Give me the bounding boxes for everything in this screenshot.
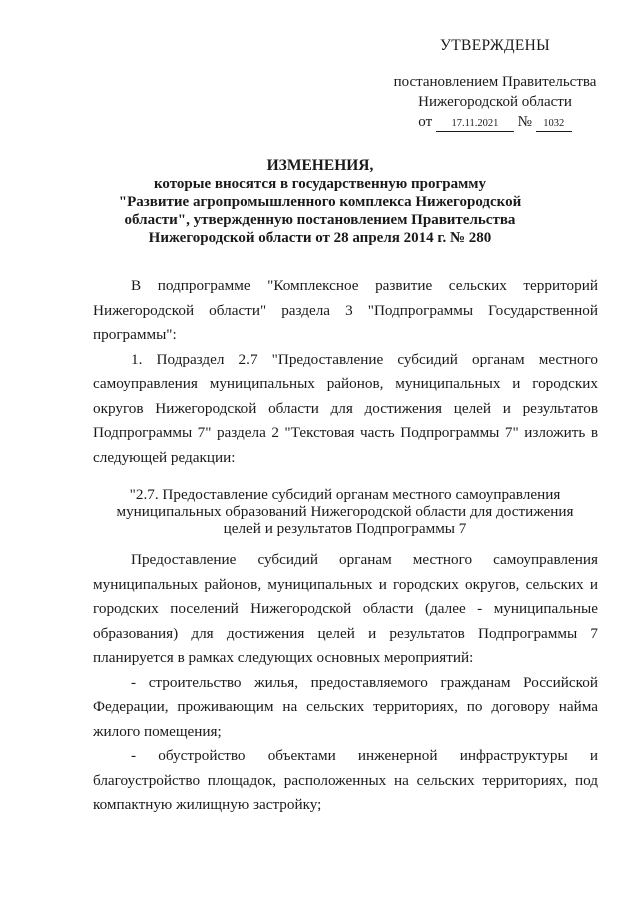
intro-text (93, 274, 598, 470)
approval-heading: УТВЕРЖДЕНЫ (440, 37, 550, 54)
approval-line-2: Нижегородской области (418, 94, 572, 110)
subheading-line-3: целей и результатов Подпрограммы 7 (223, 520, 467, 537)
bullet-item-2: - обустройство объектами инженерной инфраструктуры и благоустройство площадок, расположенных на сельских территориях, под компактную жилищную застройку; (93, 747, 598, 813)
title-line-4: Нижегородской области от 28 апреля 2014 г. № 280 (148, 230, 492, 246)
title-main: ИЗМЕНЕНИЯ, (266, 157, 374, 174)
bullet-item-1: - строительство жилья, предоставляемого гражданам Российской Федерации, проживающим на сельских территориях, по договору найма жилого помещения; (93, 673, 598, 740)
approval-number: 1032 (536, 117, 572, 132)
title-line-1: которые вносятся в государственную программу (153, 176, 487, 192)
document-title (60, 157, 580, 247)
paragraph-1: В подпрограмме "Комплексное развитие сельских территорий Нижегородской области" раздела 3 "Подпрограммы Государственной программы": (93, 277, 598, 343)
subheading-line-2: муниципальных образований Нижегородской области для достижения (116, 503, 574, 520)
section-text (93, 548, 598, 818)
approval-date: 17.11.2021 (436, 117, 514, 132)
title-line-2: "Развитие агропромышленного комплекса Нижегородской (118, 194, 522, 210)
approval-block (330, 36, 620, 132)
title-line-3: области", утвержденную постановлением Правительства (124, 212, 516, 228)
paragraph-2: 1. Подраздел 2.7 "Предоставление субсидий органам местного самоуправления муниципальных районов, муниципальных и городских округов Нижегородской области для достижения целей и результатов Подпрограммы 7" раздела 2 "Текстовая часть Подпрограммы 7" изложить в следующей редакции: (93, 350, 598, 466)
approval-date-number-line (370, 112, 620, 132)
paragraph-3: Предоставление субсидий органам местного самоуправления муниципальных районов, муниципальных и городских округов, сельских и городских поселений Нижегородской области (далее - муниципальные образования) для достижения целей и результатов Подпрограммы 7 планируется в рамках следующих основных мероприятий: (93, 551, 598, 666)
subheading-line-1: "2.7. Предоставление субсидий органам местного самоуправления (129, 486, 561, 503)
number-label: № (517, 114, 532, 130)
approval-line-1: постановлением Правительства (393, 74, 597, 90)
subsection-heading (95, 486, 595, 537)
from-label: от (418, 114, 433, 130)
